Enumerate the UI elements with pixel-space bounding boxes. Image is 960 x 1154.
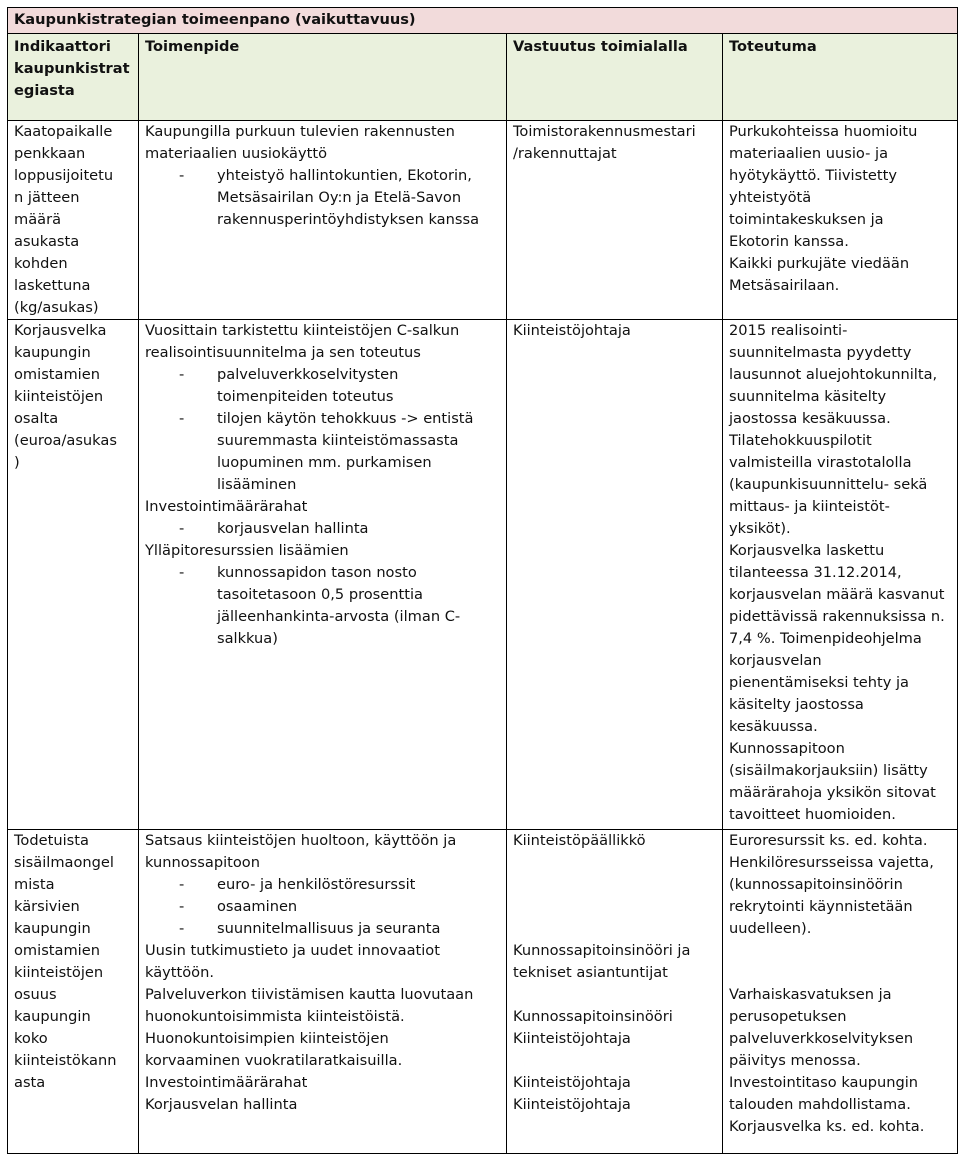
bullet-text: palveluverkkoselvitysten toimenpiteiden toteutus xyxy=(217,366,399,405)
result-cell: 2015 realisointi- suunnitelmasta pyydetty lausunnot aluejohtokunnilta, suunnitelma käsitelty jaostossa kesäkuussa. Tilatehokkuuspilotit valmisteilla virastotalolla (kaupunkisuunnittelu- sekä mittaus- ja kiinteistöt- yksiköt). Korjausvelka laskettu tilanteessa 31.12.2014, korjausvelan määrä kasvanut pidettävissä rakennuksissa n. 7,4 %. Toimenpideohjelma korjausvelan pienentämiseksi tehty ja käsitelty jaostossa kesäkuussa. Kunnossapitoon (sisäilmakorjauksiin) lisätty määrärahoja yksikön sitovat tavoitteet huomioiden. xyxy=(723,320,958,830)
indicator-cell: Kaatopaikalle penkkaan loppusijoitetu n jätteen määrä asukasta kohden laskettuna (kg/asukas) xyxy=(8,121,139,320)
bullet-text: euro- ja henkilöstöresurssit xyxy=(217,876,416,893)
action-bullet xyxy=(145,518,500,540)
action-cell xyxy=(139,320,507,830)
responsibility-cell: Kiinteistöjohtaja xyxy=(507,320,723,830)
result-text: Varhaiskasvatuksen ja perusopetuksen palveluverkkoselvityksen päivitys menossa. Investointitaso kaupungin talouden mahdollistama. Korjausvelka ks. ed. kohta. xyxy=(729,986,925,1135)
table-row xyxy=(8,320,958,830)
action-bullet xyxy=(145,896,500,918)
action-text: kunnossapitoon xyxy=(145,854,260,871)
action-bullet xyxy=(145,562,500,650)
dash-marker: - xyxy=(179,366,185,383)
action-text: Kaupungilla purkuun tulevien rakennusten xyxy=(145,123,455,140)
bullet-text: suunnitelmallisuus ja seuranta xyxy=(217,920,441,937)
action-text: Satsaus kiinteistöjen huoltoon, käyttöön ja xyxy=(145,832,457,849)
action-text: Ylläpitoresurssien lisäämien xyxy=(145,542,349,559)
table-title-row xyxy=(8,8,958,34)
result-cell xyxy=(723,830,958,1154)
table-row xyxy=(8,830,958,1154)
responsibility-text: Kunnossapitoinsinööri Kiinteistöjohtaja xyxy=(513,1008,673,1047)
action-text: Investointimäärärahat xyxy=(145,498,308,515)
responsibility-cell: Toimistorakennusmestari /rakennuttajat xyxy=(507,121,723,320)
bullet-text: tilojen käytön tehokkuus -> entistä suuremmasta kiinteistömassasta luopuminen mm. purkamisen lisääminen xyxy=(217,410,474,493)
bullet-text: yhteistyö hallintokuntien, Ekotorin, Metsäsairilan Oy:n ja Etelä-Savon rakennusperintöyhdistyksen kanssa xyxy=(217,167,480,228)
bullet-text: kunnossapidon tason nosto tasoitetasoon 0,5 prosenttia jälleenhankinta-arvosta (ilman C- salkkua) xyxy=(217,564,461,647)
table-row xyxy=(8,121,958,320)
header-action: Toimenpide xyxy=(139,34,507,121)
action-bullet xyxy=(145,874,500,896)
table-title: Kaupunkistrategian toimeenpano (vaikuttavuus) xyxy=(8,8,958,34)
strategy-table xyxy=(7,7,958,1154)
action-text: realisointisuunnitelma ja sen toteutus xyxy=(145,344,421,361)
action-cell xyxy=(139,121,507,320)
dash-marker: - xyxy=(179,898,185,915)
header-result: Toteutuma xyxy=(723,34,958,121)
dash-marker: - xyxy=(179,564,185,581)
table-header-row xyxy=(8,34,958,121)
result-cell: Purkukohteissa huomioitu materiaalien uusio- ja hyötykäyttö. Tiivistetty yhteistyötä toimintakeskuksen ja Ekotorin kanssa. Kaikki purkujäte viedään Metsäsairilaan. xyxy=(723,121,958,320)
dash-marker: - xyxy=(179,876,185,893)
responsibility-text: Kiinteistöpäällikkö xyxy=(513,832,646,849)
result-text: Euroresurssit ks. ed. kohta. Henkilöresursseissa vajetta, (kunnossapitoinsinöörin rekrytointi käynnistetään uudelleen). xyxy=(729,832,934,937)
header-responsibility: Vastuutus toimialalla xyxy=(507,34,723,121)
indicator-cell: Todetuista sisäilmaongel mista kärsivien kaupungin omistamien kiinteistöjen osuus kaupungin koko kiinteistökann asta xyxy=(8,830,139,1154)
action-bullet xyxy=(145,408,500,496)
responsibility-cell xyxy=(507,830,723,1154)
action-text: materiaalien uusiokäyttö xyxy=(145,145,328,162)
bullet-text: korjausvelan hallinta xyxy=(217,520,369,537)
dash-marker: - xyxy=(179,167,185,184)
indicator-cell: Korjausvelka kaupungin omistamien kiinteistöjen osalta (euroa/asukas ) xyxy=(8,320,139,830)
dash-marker: - xyxy=(179,520,185,537)
responsibility-text: Kunnossapitoinsinööri ja tekniset asiantuntijat xyxy=(513,942,691,981)
action-cell xyxy=(139,830,507,1154)
dash-marker: - xyxy=(179,410,185,427)
responsibility-text: Kiinteistöjohtaja Kiinteistöjohtaja xyxy=(513,1074,631,1113)
dash-marker: - xyxy=(179,920,185,937)
action-text: Vuosittain tarkistettu kiinteistöjen C-salkun xyxy=(145,322,460,339)
action-bullet xyxy=(145,918,500,940)
bullet-text: osaaminen xyxy=(217,898,298,915)
action-text: Uusin tutkimustieto ja uudet innovaatiot käyttöön. Palveluverkon tiivistämisen kautta luovutaan huonokuntoisimmista kiinteistöistä. Huonokuntoisimpien kiinteistöjen korvaaminen vuokratilaratkaisuilla. Investointimäärärahat Korjausvelan hallinta xyxy=(145,942,474,1113)
header-indicator: Indikaattori kaupunkistrat egiasta xyxy=(8,34,139,121)
action-bullet xyxy=(145,364,500,408)
action-bullet xyxy=(145,165,500,231)
